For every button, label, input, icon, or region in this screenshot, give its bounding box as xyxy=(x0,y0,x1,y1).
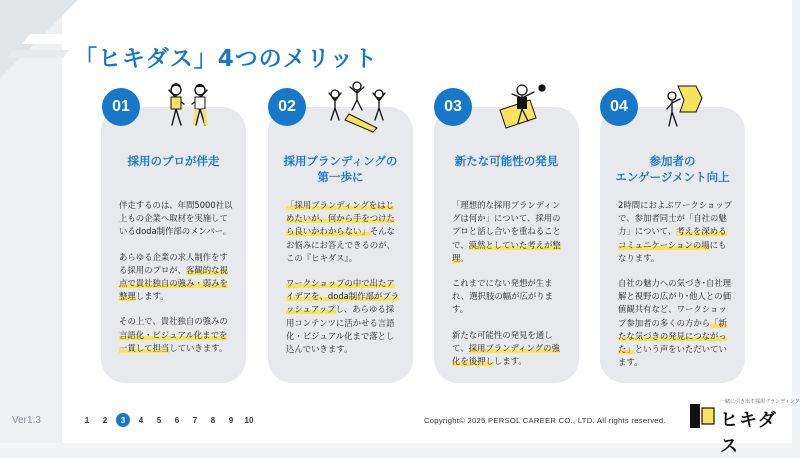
corner-decor-stripe xyxy=(22,34,70,44)
card-paragraph xyxy=(452,199,567,265)
page-number-5[interactable]: 5 xyxy=(156,415,162,425)
page-number-3-current[interactable]: 3 xyxy=(116,413,130,427)
page-number-2[interactable]: 2 xyxy=(102,415,108,425)
two-people-illustration xyxy=(158,80,222,134)
body-text: 伴走するのは、年間5000社以上もの企業へ取材を実施しているdoda制作部のメンバー。 xyxy=(119,200,233,237)
page-number-10[interactable]: 10 xyxy=(244,415,254,425)
version-label: Ver1.3 xyxy=(12,415,41,426)
card-heading: 新たな可能性の発見 xyxy=(454,154,559,168)
card-body xyxy=(452,199,567,380)
page-pager xyxy=(80,413,256,427)
highlighted-text: 「新たな気づきの発見につながった」 xyxy=(618,317,727,355)
card-heading: 採用ブランディングの 第一歩に xyxy=(283,154,398,184)
number-badge: 03 xyxy=(434,88,472,126)
body-text: あらゆる企業の求人制作をする採用のプロが、 xyxy=(119,251,228,275)
body-text: 自社の魅力への気づき･自社理解と視野の広がり･他人との価値観共有など、ワークショップ参加者の多くの方から xyxy=(618,278,732,328)
number-badge: 04 xyxy=(600,88,638,126)
card-paragraph xyxy=(119,251,234,304)
body-text: していきます。 xyxy=(169,342,228,353)
card-paragraph xyxy=(119,315,234,355)
climbing-person-illustration xyxy=(656,80,720,134)
merit-card-2 xyxy=(268,107,413,383)
page-number-6[interactable]: 6 xyxy=(174,415,180,425)
card-body xyxy=(119,199,234,367)
card-heading: 採用のプロが伴走 xyxy=(127,154,220,168)
card-heading: 参加者の エンゲージメント向上 xyxy=(615,154,730,184)
body-text: その上で、貴社独自の強みの xyxy=(119,316,228,327)
body-text: 2時間におよぶワークショップで、参加者同士が「自社の魅力」について、 xyxy=(618,200,733,237)
card-paragraph xyxy=(452,329,567,369)
page-number-7[interactable]: 7 xyxy=(192,415,198,425)
number-badge: 01 xyxy=(102,88,140,126)
hikidasu-logo xyxy=(688,396,800,457)
merit-card-3 xyxy=(434,107,579,383)
page-number-4[interactable]: 4 xyxy=(138,415,144,425)
card-paragraph xyxy=(286,199,401,265)
body-text: 。 xyxy=(460,252,469,263)
body-text: にもなります。 xyxy=(618,239,727,263)
highlighted-text: ワークショップの中で出たアイデアを、doda制作部が xyxy=(286,278,395,302)
body-text: 新たな可能性の発見を通して、 xyxy=(452,329,553,353)
logo-text: ヒキダス xyxy=(720,410,777,457)
page-number-9[interactable]: 9 xyxy=(228,415,234,425)
body-text: これまでにない発想が生まれ、選択肢の幅が広がります。 xyxy=(452,278,554,315)
highlighted-text: 「採用ブランディングをはじめたいが、何から手をつけたら良いかわからない」 xyxy=(286,200,395,237)
idea-person-illustration xyxy=(492,80,556,134)
highlighted-text: 言語化・ビジュアル化までを一貫して担当 xyxy=(119,329,228,353)
card-paragraph xyxy=(618,199,733,265)
body-text: します。 xyxy=(493,356,527,367)
logo-mark-icon xyxy=(688,402,716,430)
card-paragraph xyxy=(452,277,567,317)
card-paragraph xyxy=(119,199,234,239)
highlighted-text: ブラッシュアップ xyxy=(286,291,400,315)
copyright: Copyright© 2025 PERSOL CAREER CO., LTD. All rights reserved. xyxy=(424,416,666,425)
card-body xyxy=(618,199,733,381)
team-lifting-illustration xyxy=(325,80,389,134)
body-text: し、あらゆる採用コンテンツに活かせる言語化・ビジュアル化まで落とし込んでいきます。 xyxy=(286,304,395,355)
highlighted-text: 客観的な視点で貴社独自の強み・弱みを整理 xyxy=(119,264,228,302)
highlighted-text: 考えを深めるコミュニケーションの場 xyxy=(618,226,727,250)
page-number-8[interactable]: 8 xyxy=(210,415,216,425)
body-text: という声をいただいています。 xyxy=(618,344,727,368)
body-text: 「理想的な採用ブランディングは何か」について、採用のプロと話し合いを重ねることで、 xyxy=(452,200,561,250)
highlighted-text: 採用ブランディングの強化を後押し xyxy=(452,342,560,367)
corner-decor-stripe xyxy=(7,50,70,58)
highlighted-text: 漠然としていた考えが整理 xyxy=(452,239,561,263)
body-text: します。 xyxy=(135,291,169,302)
merit-card-1 xyxy=(101,107,246,383)
merit-card-4 xyxy=(600,107,745,383)
card-paragraph xyxy=(286,277,401,356)
number-badge: 02 xyxy=(268,88,306,126)
logo-tagline: 一緒に引き出す採用ブランディング xyxy=(720,399,800,405)
card-paragraph xyxy=(618,277,733,369)
card-body xyxy=(286,199,401,368)
page-number-1[interactable]: 1 xyxy=(84,415,90,425)
page-title: 「ヒキダス」4つのメリット xyxy=(74,46,378,72)
body-text: そんなお悩みにお答えできるのが、この『ヒキダス』。 xyxy=(286,226,395,263)
